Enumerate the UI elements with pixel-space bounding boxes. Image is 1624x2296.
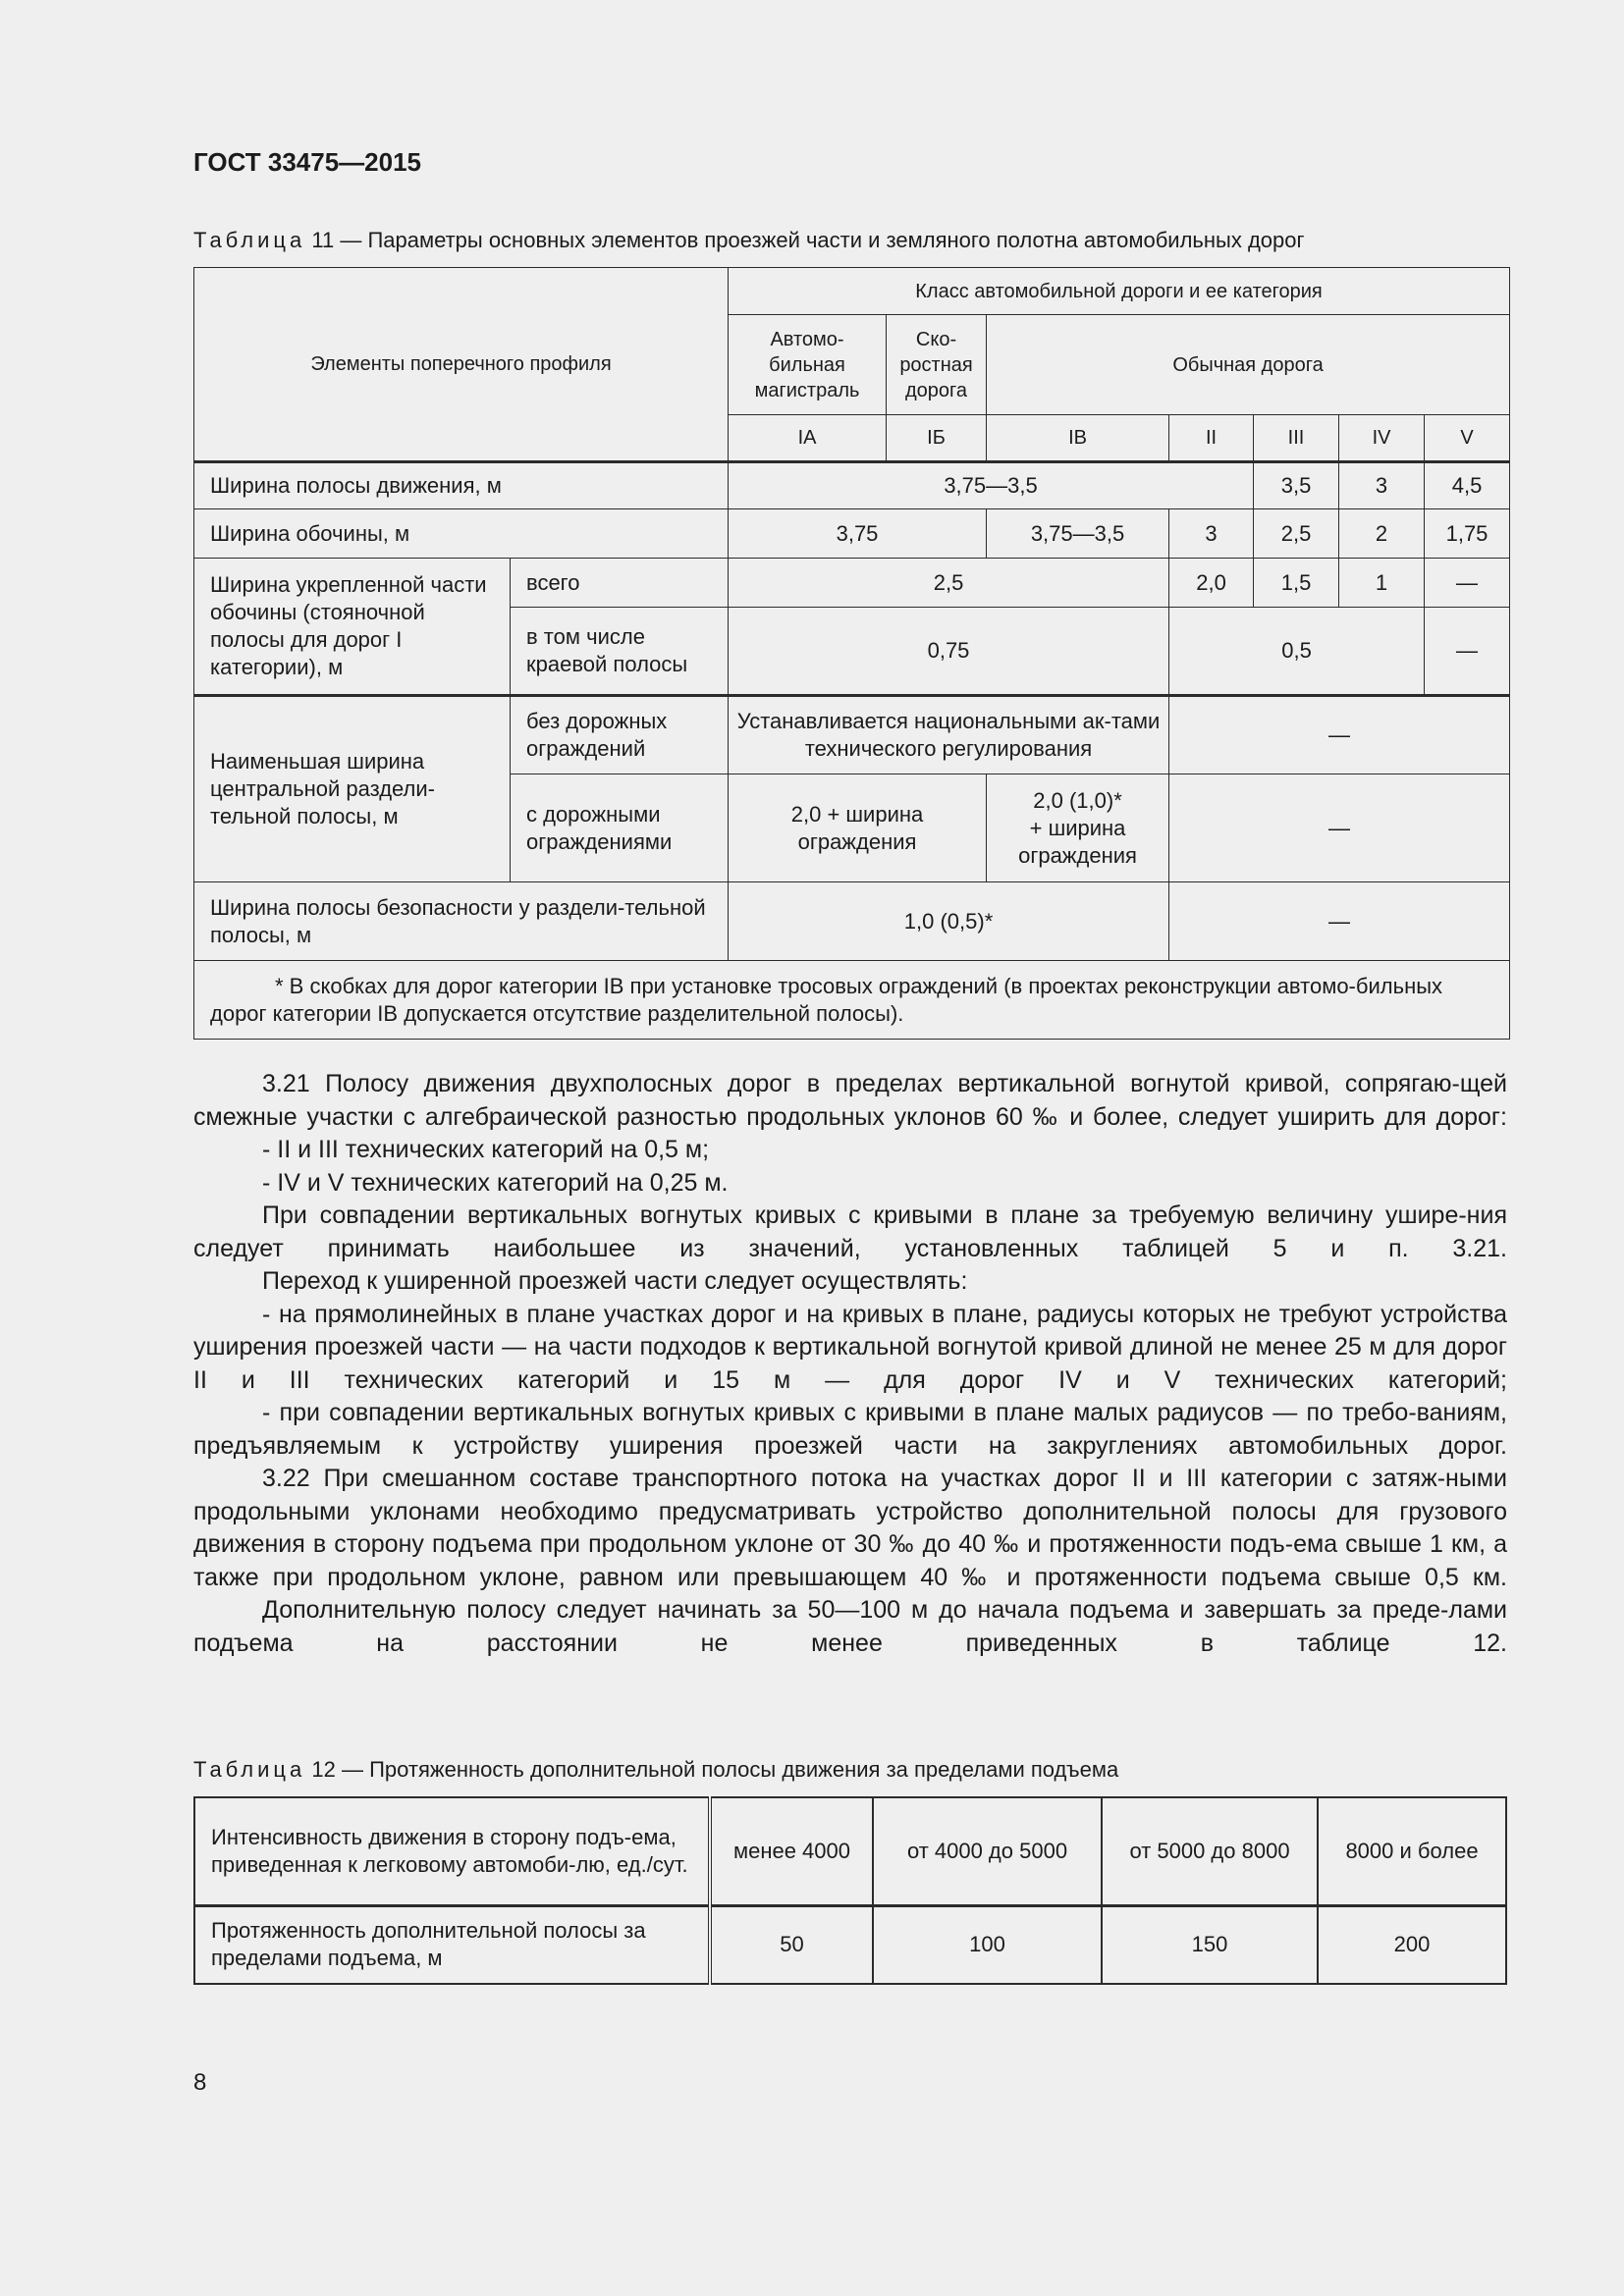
table-footnote-row	[194, 961, 1510, 1040]
table-footnote-text: * В скобках для дорог категории IВ при установке тросовых ограждений (в проектах реконструкции автомо-бильных дорог категории IВ допускается отсутствие разделительной полосы).	[210, 973, 1443, 1026]
cell-value: 1	[1339, 559, 1425, 608]
subrow-label: без дорожных ограждений	[511, 696, 729, 774]
table-11-caption-text: 11 — Параметры основных элементов проезжей части и земляного полотна автомобильных дорог	[305, 228, 1305, 252]
page-number: 8	[193, 2069, 207, 2096]
header-category: IБ	[887, 415, 987, 462]
row-label: Интенсивность движения в сторону подъ-ема, приведенная к легковому автомоби-лю, ед./сут.	[194, 1797, 710, 1905]
cell-value: 0,75	[729, 608, 1169, 696]
cell-value: 100	[873, 1905, 1102, 1984]
row-label: Протяженность дополнительной полосы за пределами подъема, м	[194, 1905, 710, 1984]
header-category: IA	[729, 415, 887, 462]
cell-value: 50	[710, 1905, 873, 1984]
paragraph: 3.21 Полосу движения двухполосных дорог в пределах вертикальной вогнутой кривой, сопрягаю-щей смежные участки с алгебраической разностью продольных уклонов 60 ‰ и более, следует уширить для дорог:	[193, 1070, 1507, 1131]
cell-value: 3,75—3,5	[729, 462, 1254, 509]
table-row	[194, 882, 1510, 961]
paragraph: 3.22 При смешанном составе транспортного потока на участках дорог II и III категории с затяж-ными продольными уклонами необходимо предусматривать устройство дополнительной полосы для грузового движения в сторону подъема при продольном уклоне от 30 ‰ до 40 ‰ и протяженности подъ-ема свыше 1 км, а также при продольном уклоне, равном или превышающем 40 ‰ и протяженности подъема свыше 0,5 км.	[193, 1465, 1507, 1591]
cell-value: Устанавливается национальными ак-тами технического регулирования	[729, 696, 1169, 774]
table-row	[194, 1797, 1506, 1905]
subrow-label: всего	[511, 559, 729, 608]
cell-value: 1,5	[1254, 559, 1339, 608]
row-label: Наименьшая ширина центральной раздели-тельной полосы, м	[194, 696, 511, 882]
table-12-caption	[193, 1756, 1118, 1784]
header-category: IВ	[987, 415, 1169, 462]
cell-value: —	[1169, 882, 1510, 961]
cell-value: 3,75	[729, 509, 987, 559]
table-row	[194, 559, 1510, 608]
table-11	[193, 267, 1510, 1040]
cell-value: 2,5	[1254, 509, 1339, 559]
row-label: Ширина полосы безопасности у раздели-тельной полосы, м	[194, 882, 729, 961]
list-item: - при совпадении вертикальных вогнутых кривых с кривыми в плане малых радиусов — по требо-ваниям, предъявляемым к устройству уширения проезжей части на закруглениях автомобильных дорог.	[193, 1399, 1507, 1460]
header-avtomagistral: Автомо- бильная магистраль	[729, 315, 887, 415]
row-label: Ширина обочины, м	[194, 509, 729, 559]
cell-value: 1,75	[1425, 509, 1510, 559]
table-12	[193, 1796, 1507, 1985]
list-item: - II и III технических категорий на 0,5 м;	[262, 1136, 710, 1163]
header-class-title: Класс автомобильной дороги и ее категория	[729, 268, 1510, 315]
table-11-caption-prefix: Таблица	[193, 228, 306, 252]
paragraph: Переход к уширенной проезжей части следует осуществлять:	[262, 1267, 968, 1295]
body-text	[193, 1068, 1507, 1660]
cell-value: —	[1425, 559, 1510, 608]
header-obychnaya: Обычная дорога	[987, 315, 1510, 415]
header-elements: Элементы поперечного профиля	[194, 268, 729, 462]
header-category: II	[1169, 415, 1254, 462]
table-11-caption	[193, 227, 1305, 254]
list-item: - на прямолинейных в плане участках дорог и на кривых в плане, радиусы которых не требуют устройства уширения проезжей части — на части подходов к вертикальной вогнутой кривой длиной не менее 25 м для дорог II и III технических категорий и 15 м — для дорог IV и V технических категорий;	[193, 1300, 1507, 1394]
paragraph: При совпадении вертикальных вогнутых кривых с кривыми в плане за требуемую величину ушире-ния следует принимать наибольшее из значений, установленных таблицей 5 и п. 3.21.	[193, 1201, 1507, 1262]
subrow-label: с дорожными ограждениями	[511, 774, 729, 882]
cell-value: —	[1425, 608, 1510, 696]
cell-value: 2,5	[729, 559, 1169, 608]
cell-value: 200	[1318, 1905, 1506, 1984]
table-12-caption-prefix: Таблица	[193, 1757, 306, 1782]
header-skorostnaya: Ско- ростная дорога	[887, 315, 987, 415]
cell-value: 1,0 (0,5)*	[729, 882, 1169, 961]
cell-value: 2	[1339, 509, 1425, 559]
table-12-caption-text: 12 — Протяженность дополнительной полосы движения за пределами подъема	[305, 1757, 1119, 1782]
cell-value: 3	[1169, 509, 1254, 559]
table-row	[194, 509, 1510, 559]
table-row	[194, 1905, 1506, 1984]
header-category: V	[1425, 415, 1510, 462]
document-code: ГОСТ 33475—2015	[193, 147, 421, 177]
cell-value: 4,5	[1425, 462, 1510, 509]
subrow-label: в том числе краевой полосы	[511, 608, 729, 696]
row-label: Ширина полосы движения, м	[194, 462, 729, 509]
table-footnote	[194, 961, 1510, 1040]
cell-value: менее 4000	[710, 1797, 873, 1905]
cell-value: 3	[1339, 462, 1425, 509]
cell-value: —	[1169, 774, 1510, 882]
table-row	[194, 696, 1510, 774]
cell-value: от 5000 до 8000	[1102, 1797, 1318, 1905]
cell-value: 2,0 (1,0)* + ширина ограждения	[987, 774, 1169, 882]
cell-value: 0,5	[1169, 608, 1425, 696]
cell-value: —	[1169, 696, 1510, 774]
row-label: Ширина укрепленной части обочины (стояночной полосы для дорог I категории), м	[194, 559, 511, 696]
cell-value: 3,5	[1254, 462, 1339, 509]
cell-value: 2,0	[1169, 559, 1254, 608]
header-category: III	[1254, 415, 1339, 462]
header-category: IV	[1339, 415, 1425, 462]
cell-value: 2,0 + ширина ограждения	[729, 774, 987, 882]
list-item: - IV и V технических категорий на 0,25 м.	[262, 1168, 729, 1197]
cell-value: от 4000 до 5000	[873, 1797, 1102, 1905]
cell-value: 8000 и более	[1318, 1797, 1506, 1905]
cell-value: 150	[1102, 1905, 1318, 1984]
cell-value: 3,75—3,5	[987, 509, 1169, 559]
table-row	[194, 462, 1510, 509]
paragraph: Дополнительную полосу следует начинать за 50—100 м до начала подъема и завершать за преде-лами подъема на расстоянии не менее приведенных в таблице 12.	[193, 1596, 1507, 1657]
